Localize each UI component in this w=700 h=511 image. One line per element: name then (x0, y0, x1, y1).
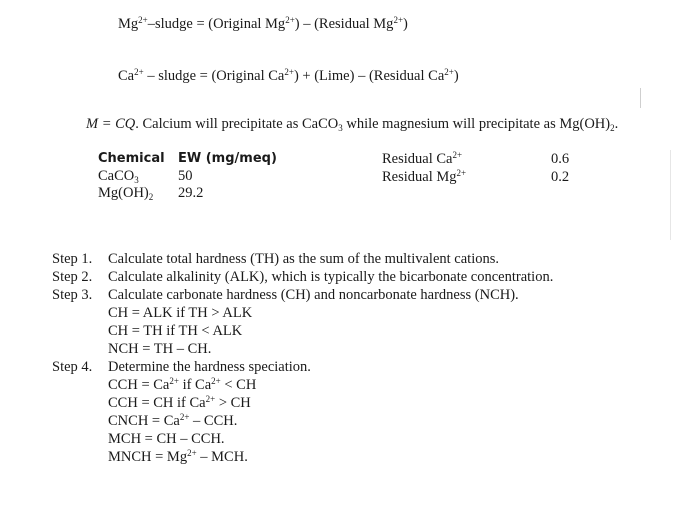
step-text: Calculate alkalinity (ALK), which is typically the bicarbonate concentration. (108, 269, 554, 285)
precipitation-note: M = CQ. Calcium will precipitate as CaCO$_3$ while magnesium will precipitate as $Mg(OH)_2$. (86, 116, 619, 133)
margin-rule (670, 150, 671, 240)
step3-equation: CH = TH if TH < ALK (108, 323, 243, 339)
ca-sludge-equation: $Ca^{2+}$ – sludge = (Original $Ca^{2+}$) + (Lime) – (Residual $Ca^{2+}$) (118, 67, 459, 84)
table-row-chem: $Mg(OH)_2$ (98, 185, 154, 202)
margin-rule (640, 88, 641, 108)
table-row-ew: 50 (178, 168, 193, 184)
step-text: Calculate carbonate hardness (CH) and noncarbonate hardness (NCH). (108, 287, 519, 303)
header-chemical: Chemical (98, 151, 165, 166)
step4-equation: MNCH = $Mg^{2+}$ – MCH. (108, 448, 248, 465)
table-row-ew: 29.2 (178, 185, 204, 201)
residual-value: 0.6 (551, 151, 570, 167)
step-label: Step 3. (52, 287, 93, 303)
step-text: Calculate total hardness (TH) as the sum of the multivalent cations. (108, 251, 499, 267)
step4-equation: CCH = CH if $Ca^{2+}$ > CH (108, 394, 251, 411)
step3-equation: CH = ALK if TH > ALK (108, 305, 253, 321)
step-text: Determine the hardness speciation. (108, 359, 311, 375)
step-label: Step 1. (52, 251, 93, 267)
table-row-chem: CaCO$_3$ (98, 168, 139, 185)
residual-label: Residual $Mg^{2+}$ (382, 168, 467, 185)
step4-equation: CNCH = $Ca^{2+}$ – CCH. (108, 412, 238, 429)
residual-value: 0.2 (551, 169, 570, 185)
step-label: Step 2. (52, 269, 93, 285)
step-label: Step 4. (52, 359, 93, 375)
step4-equation: MCH = CH – CCH. (108, 431, 225, 447)
residual-label: Residual $Ca^{2+}$ (382, 150, 463, 167)
mg-sludge-equation: $Mg^{2+}$–sludge = (Original $Mg^{2+}$) – (Residual $Mg^{2+}$) (118, 15, 408, 32)
step4-equation: CCH = $Ca^{2+}$ if $Ca^{2+}$ < CH (108, 376, 257, 393)
step3-equation: NCH = TH – CH. (108, 341, 212, 357)
header-ew: EW (mg/meq) (178, 151, 277, 166)
